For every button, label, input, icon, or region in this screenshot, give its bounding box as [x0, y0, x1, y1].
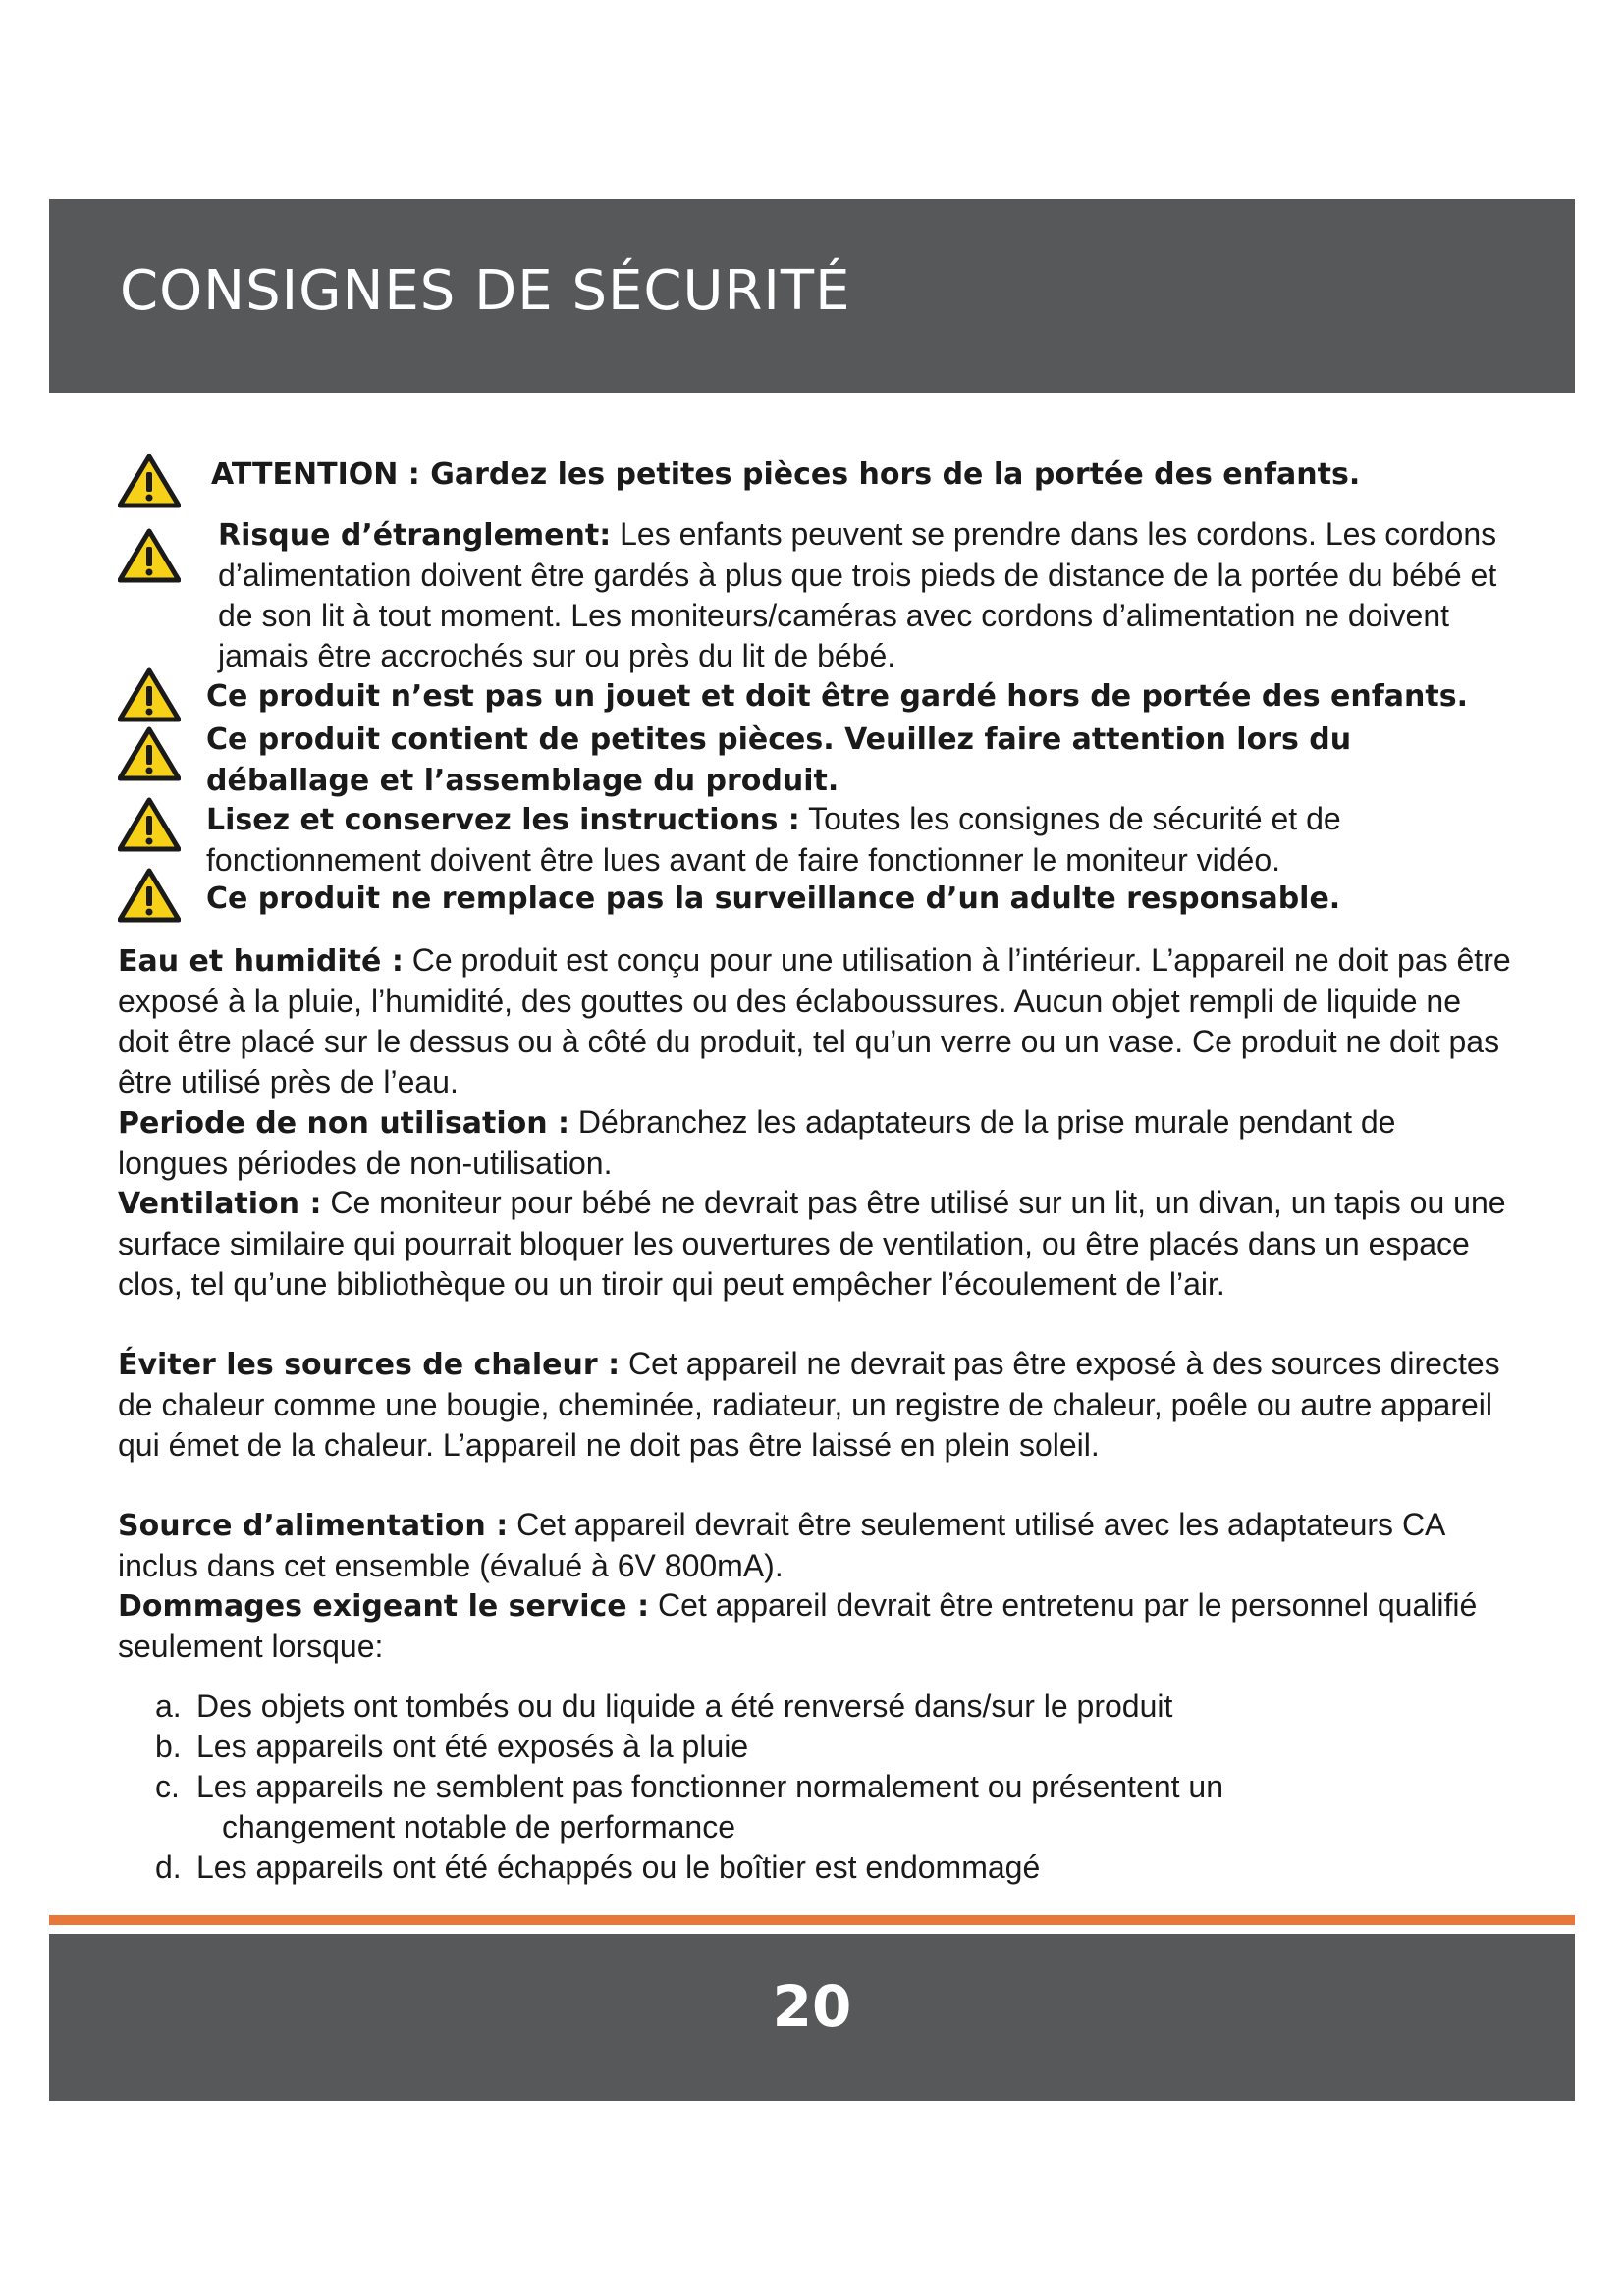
warning-triangle-icon	[118, 454, 181, 508]
warning-attention	[211, 454, 1517, 495]
warning-triangle-icon	[118, 528, 181, 583]
section-body: Cet appareil devrait être entretenu par le personnel qualifié seulement lorsque:	[118, 1587, 1478, 1664]
section-body: Cet appareil devrait être seulement utilisé avec les adaptateurs CA inclus dans cet ensemble (évalué à 6V 800mA).	[118, 1507, 1444, 1583]
list-letter: d.	[155, 1849, 182, 1885]
warning-triangle-icon	[118, 726, 181, 781]
section-water-humidity	[118, 940, 1512, 1102]
warning-not-toy	[206, 675, 1512, 717]
list-continuation: changement notable de performance	[222, 1809, 736, 1844]
list-item	[155, 1767, 1412, 1847]
page-number: 20	[772, 1973, 852, 2040]
list-item	[155, 1727, 1412, 1767]
footer-bar	[49, 1934, 1575, 2101]
section-label: Ventilation :	[118, 1187, 322, 1221]
section-body: Ce moniteur pour bébé ne devrait pas être utilisé sur un lit, un divan, un tapis ou une surface similaire qui pourrait bloquer les ouvertures de ventilation, ou être placés dans un espace clos, tel qu’une bibliothèque ou un tiroir qui peut empêcher l’écoulement de l’air.	[118, 1185, 1506, 1302]
page-title: CONSIGNES DE SÉCURITÉ	[120, 259, 851, 323]
section-ventilation	[118, 1183, 1512, 1305]
warning-instructions	[206, 799, 1502, 881]
header-bar	[49, 199, 1575, 393]
warning-label: ATTENTION : Gardez les petites pièces hors de la portée des enfants.	[211, 457, 1361, 492]
section-body: Cet appareil ne devrait pas être exposé à des sources directes de chaleur comme une bougie, cheminée, radiateur, un registre de chaleur, poêle ou autre appareil qui émet de la chaleur. L’appareil ne doit pas être laissé en plein soleil.	[118, 1346, 1500, 1463]
warning-label: Lisez et conservez les instructions :	[206, 803, 800, 837]
list-text: Les appareils ne semblent pas fonctionner normalement ou présentent un	[196, 1769, 1223, 1804]
list-letter: c.	[155, 1769, 180, 1804]
list-text: Des objets ont tombés ou du liquide a été renversé dans/sur le produit	[196, 1688, 1173, 1724]
section-body: Débranchez les adaptateurs de la prise murale pendant de longues périodes de non-utilisation.	[118, 1104, 1396, 1181]
list-letter: a.	[155, 1688, 182, 1724]
list-item	[155, 1686, 1412, 1727]
section-service-damage	[118, 1585, 1512, 1667]
section-label: Source d’alimentation :	[118, 1509, 509, 1543]
section-body: Ce produit est conçu pour une utilisation à l’intérieur. L’appareil ne doit pas être exposé à la pluie, l’humidité, des gouttes ou des éclaboussures. Aucun objet rempli de liquide ne doit être placé sur le dessus ou à côté du produit, tel qu’un verre ou un vase. Ce produit ne doit pas être utilisé près de l’eau.	[118, 942, 1511, 1099]
warning-triangle-icon	[118, 667, 181, 722]
warning-supervision	[206, 878, 1512, 919]
section-label: Éviter les sources de chaleur :	[118, 1348, 621, 1382]
warning-label: Ce produit ne remplace pas la surveillance d’un adulte responsable.	[206, 881, 1341, 916]
list-item	[155, 1847, 1412, 1888]
warning-triangle-icon	[118, 868, 181, 923]
section-label: Periode de non utilisation :	[118, 1106, 570, 1141]
section-heat-sources	[118, 1344, 1512, 1466]
warning-label: Ce produit n’est pas un jouet et doit être gardé hors de portée des enfants.	[206, 679, 1468, 714]
section-label: Dommages exigeant le service :	[118, 1589, 650, 1624]
warning-label: Risque d’étranglement:	[218, 518, 612, 553]
warning-body: Les enfants peuvent se prendre dans les cordons. Les cordons d’alimentation doivent être gardés à plus que trois pieds de distance de la portée du bébé et de son lit à tout moment. Les moniteurs/caméras avec cordons d’alimentation ne doivent jamais être accrochés sur ou près du lit de bébé.	[218, 516, 1497, 673]
list-text: Les appareils ont été exposés à la pluie	[196, 1729, 749, 1764]
warning-small-parts	[206, 719, 1492, 801]
section-power-source	[118, 1505, 1512, 1586]
list-letter: b.	[155, 1729, 182, 1764]
warning-strangulation	[218, 514, 1514, 676]
warning-body: Toutes les consignes de sécurité et de fonctionnement doivent être lues avant de faire fonctionner le moniteur vidéo.	[206, 801, 1341, 878]
list-text: Les appareils ont été échappés ou le boîtier est endommagé	[196, 1849, 1041, 1885]
accent-divider	[49, 1915, 1575, 1925]
section-non-use	[118, 1102, 1512, 1184]
warning-label: Ce produit contient de petites pièces. Veuillez faire attention lors du déballage et l’assemblage du produit.	[206, 722, 1352, 798]
warning-triangle-icon	[118, 797, 181, 852]
section-label: Eau et humidité :	[118, 944, 404, 979]
